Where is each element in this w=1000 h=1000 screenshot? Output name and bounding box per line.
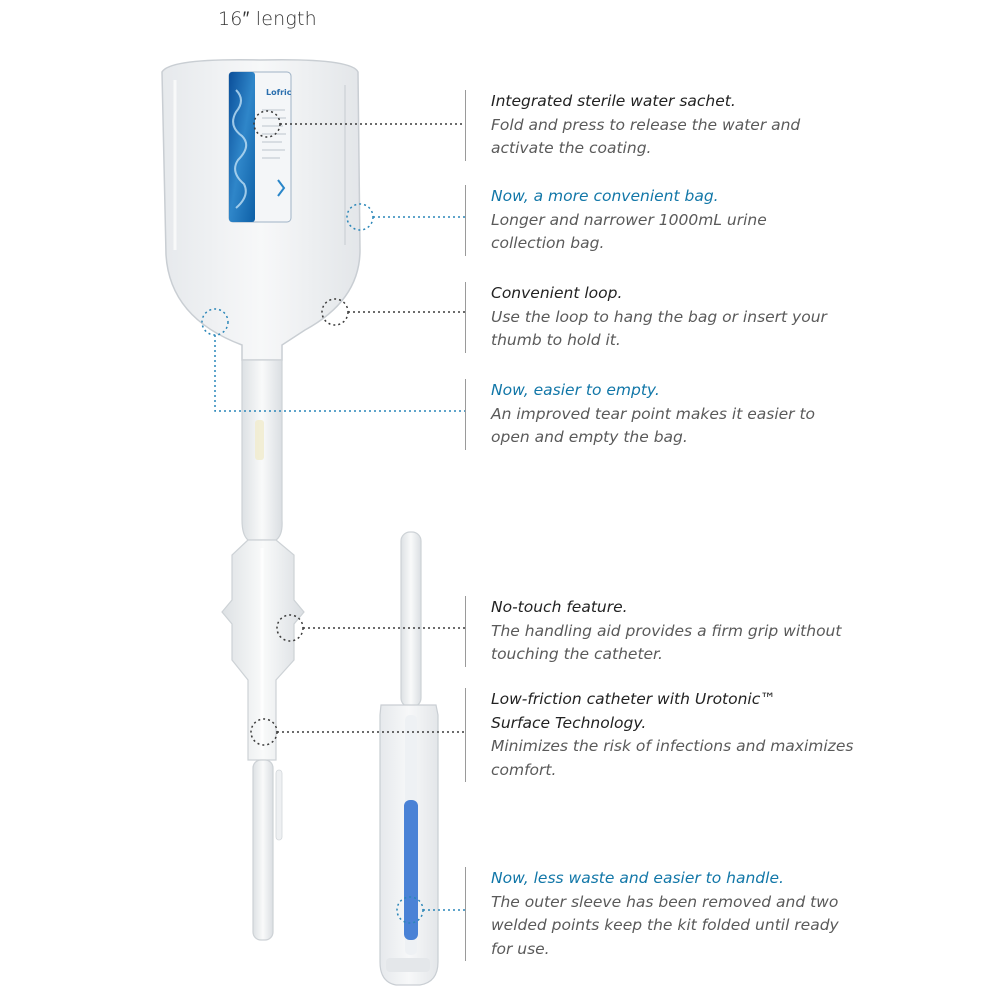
callout-body: The handling aid provides a firm grip without touching the catheter. bbox=[491, 621, 842, 663]
callout-body: An improved tear point makes it easier to open and empty the bag. bbox=[491, 404, 816, 446]
callout-title: Integrated sterile water sachet. bbox=[491, 92, 736, 110]
length-label: 16″ length bbox=[218, 8, 317, 30]
callout-easier-to-empty bbox=[465, 379, 831, 450]
callout-no-touch bbox=[465, 596, 851, 667]
callout-title: Now, easier to empty. bbox=[491, 381, 660, 399]
callout-less-waste bbox=[465, 867, 851, 961]
handling-aid-icon bbox=[222, 540, 304, 760]
catheter-icon bbox=[253, 760, 282, 940]
sterile-water-sachet-icon bbox=[229, 72, 292, 222]
callout-body: Fold and press to release the water and activate the coating. bbox=[491, 115, 801, 157]
svg-text:Lofric: Lofric bbox=[266, 88, 292, 97]
callout-water-sachet bbox=[465, 90, 821, 161]
callout-title: Now, a more convenient bag. bbox=[491, 187, 719, 205]
callout-convenient-loop bbox=[465, 282, 836, 353]
callout-title: Now, less waste and easier to handle. bbox=[491, 869, 784, 887]
callout-body: Longer and narrower 1000mL urine collection bag. bbox=[491, 210, 767, 252]
callout-body: Use the loop to hang the bag or insert your thumb to hold it. bbox=[491, 307, 827, 349]
callout-title: No-touch feature. bbox=[491, 598, 628, 616]
callout-title: Convenient loop. bbox=[491, 284, 623, 302]
callout-body: Minimizes the risk of infections and maximizes comfort. bbox=[491, 737, 854, 779]
callout-convenient-bag bbox=[465, 185, 791, 256]
callout-title: Low-friction catheter with Urotonic™ Surface Technology. bbox=[491, 690, 776, 732]
callout-low-friction bbox=[465, 688, 861, 782]
callout-body: The outer sleeve has been removed and two welded points keep the kit folded until ready for use. bbox=[491, 892, 839, 958]
catheter-kit-icon bbox=[380, 532, 438, 985]
